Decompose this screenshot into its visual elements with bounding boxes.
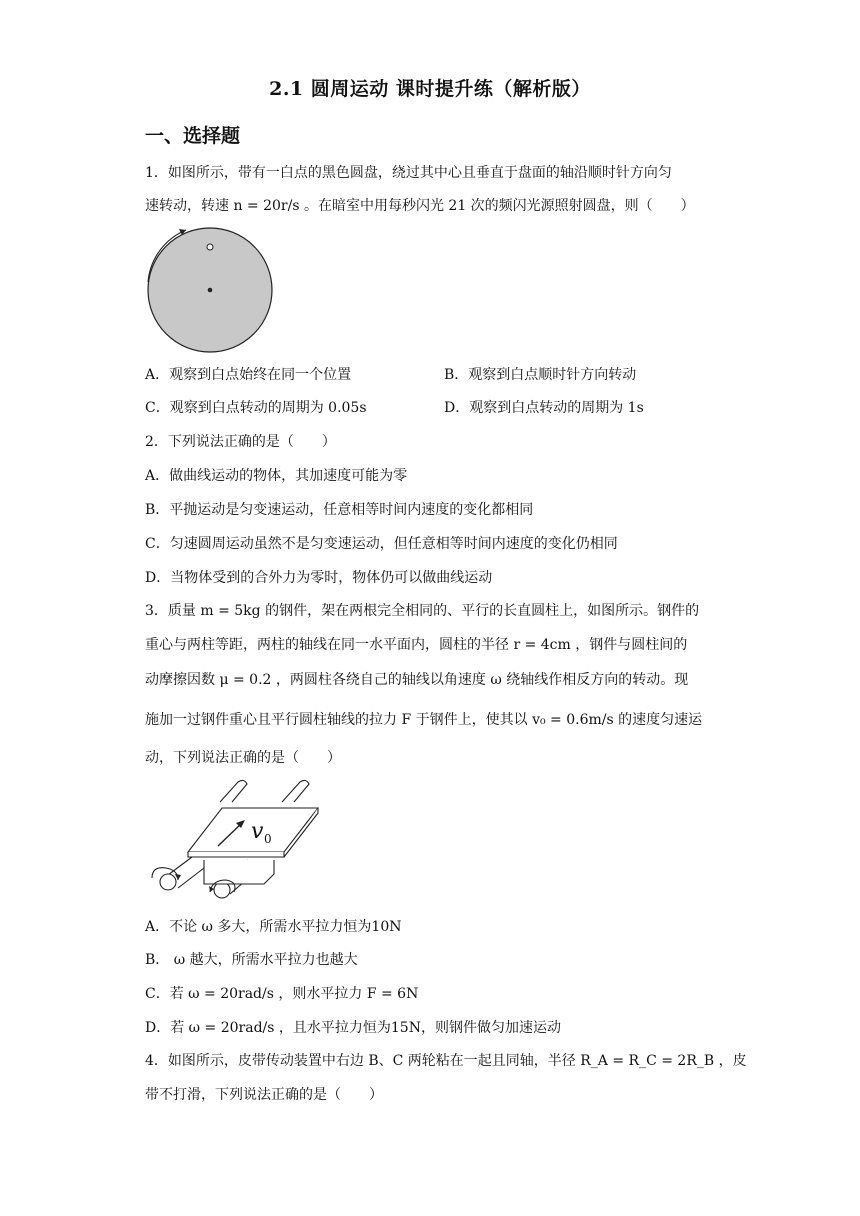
q3-stem-line2: 重心与两柱等距，两柱的轴线在同一水平面内，圆柱的半径 r = 4cm ，钢件与圆柱间的: [145, 637, 688, 653]
q2-option-a: A．做曲线运动的物体，其加速度可能为零: [145, 468, 408, 484]
q1-stem-line1: 1．如图所示，带有一白点的黑色圆盘，绕过其中心且垂直于盘面的轴沿顺时针方向匀: [145, 165, 672, 181]
q1-disc-figure: [142, 226, 276, 356]
q2-option-c: C．匀速圆周运动虽然不是匀变速运动，但任意相等时间内速度的变化仍相同: [145, 536, 618, 552]
q3-option-c: C．若 ω = 20rad/s ，则水平拉力 F = 6N: [145, 986, 419, 1002]
q4-stem-line1: 4．如图所示，皮带传动装置中右边 B、C 两轮粘在一起且同轴，半径 R_A = R_C = 2R_B ，皮: [145, 1053, 747, 1069]
center-dot: [208, 288, 213, 293]
v0-label: v: [251, 819, 264, 844]
q1-option-b: B．观察到白点顺时针方向转动: [444, 367, 637, 383]
page-title: 2.1 圆周运动 课时提升练（解析版）: [269, 78, 591, 100]
q3-option-b: B． ω 越大，所需水平拉力也越大: [145, 952, 358, 968]
q4-stem-line2: 带不打滑，下列说法正确的是（ ）: [145, 1087, 383, 1103]
v0-subscript: 0: [264, 832, 272, 846]
q3-option-d: D．若 ω = 20rad/s ，且水平拉力恒为15N，则钢件做匀加速运动: [145, 1020, 561, 1036]
q2-option-b: B．平抛运动是匀变速运动，任意相等时间内速度的变化都相同: [145, 502, 534, 518]
q3-stem-line5: 动，下列说法正确的是（ ）: [145, 750, 341, 766]
q1-stem-line2: 速转动，转速 n = 20r/s 。在暗室中用每秒闪光 21 次的频闪光源照射圆盘，则（ ）: [145, 198, 695, 214]
section-heading: 一、选择题: [145, 125, 241, 147]
q3-option-a: A．不论 ω 多大，所需水平拉力恒为10N: [145, 919, 402, 935]
white-dot: [207, 244, 213, 250]
q1-option-c: C．观察到白点转动的周期为 0.05s: [145, 400, 367, 416]
q1-option-a: A．观察到白点始终在同一个位置: [145, 367, 352, 383]
q3-cylinder-figure: [148, 780, 328, 900]
q2-stem: 2．下列说法正确的是（ ）: [145, 434, 336, 450]
q2-option-d: D．当物体受到的合外力为零时，物体仍可以做曲线运动: [145, 570, 493, 586]
q3-stem-line3: 动摩擦因数 μ = 0.2 ，两圆柱各绕自己的轴线以角速度 ω 绕轴线作相反方向的转动。现: [145, 672, 689, 688]
q1-option-d: D．观察到白点转动的周期为 1s: [444, 400, 644, 416]
q3-stem-line4: 施加一过钢件重心且平行圆柱轴线的拉力 F 于钢件上，使其以 v₀ = 0.6m/s 的速度匀速运: [145, 712, 703, 728]
q3-stem-line1: 3．质量 m = 5kg 的钢件，架在两根完全相同的、平行的长直圆柱上，如图所示。钢件的: [145, 603, 700, 619]
